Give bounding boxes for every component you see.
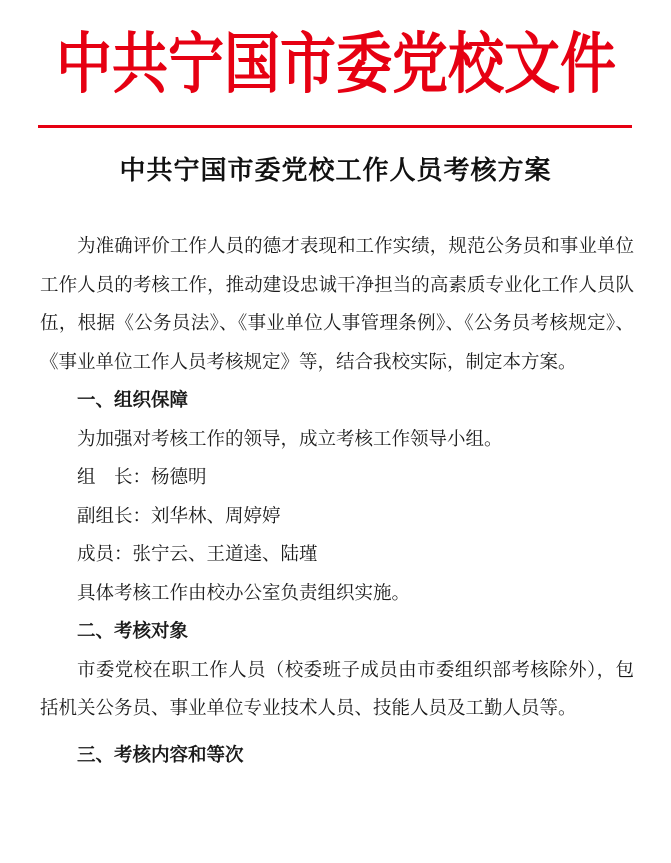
section-heading-content: 三、考核内容和等次	[77, 744, 244, 766]
red-divider-rule	[38, 125, 632, 128]
section-heading-organization: 一、组织保障	[77, 390, 189, 411]
section-line: 为加强对考核工作的领导，成立考核工作领导小组。	[77, 428, 503, 450]
section-line: 具体考核工作由校办公室负责组织实施。	[77, 582, 411, 604]
section-heading-targets: 二、考核对象	[77, 621, 189, 642]
intro-paragraph: 为准确评价工作人员的德才表现和工作实绩，规范公务员和事业单位工作人员的考核工作，推动建设忠诚干净担当的高素质专业化工作人员队伍，根据《公务员法》、《事业单位人事管理条例》、《公务员考核规定》、《事业单位工作人员考核规定》等，结合我校实际，制定本方案。	[40, 236, 634, 373]
targets-paragraph: 市委党校在职工作人员（校委班子成员由市委组织部考核除外），包括机关公务员、事业单位专业技术人员、技能人员及工勤人员等。	[40, 659, 634, 719]
section-line-leader: 组 长：杨德明	[77, 467, 207, 488]
document-masthead: 中共宁国市委党校文件	[56, 25, 616, 103]
section-line-members: 成员：张宁云、王道逵、陆瑾	[77, 544, 318, 565]
spacer	[40, 729, 634, 737]
document-body	[40, 228, 634, 775]
section-line-deputy-leader: 副组长：刘华林、周婷婷	[77, 505, 281, 527]
document-title: 中共宁国市委党校工作人员考核方案	[119, 156, 552, 186]
